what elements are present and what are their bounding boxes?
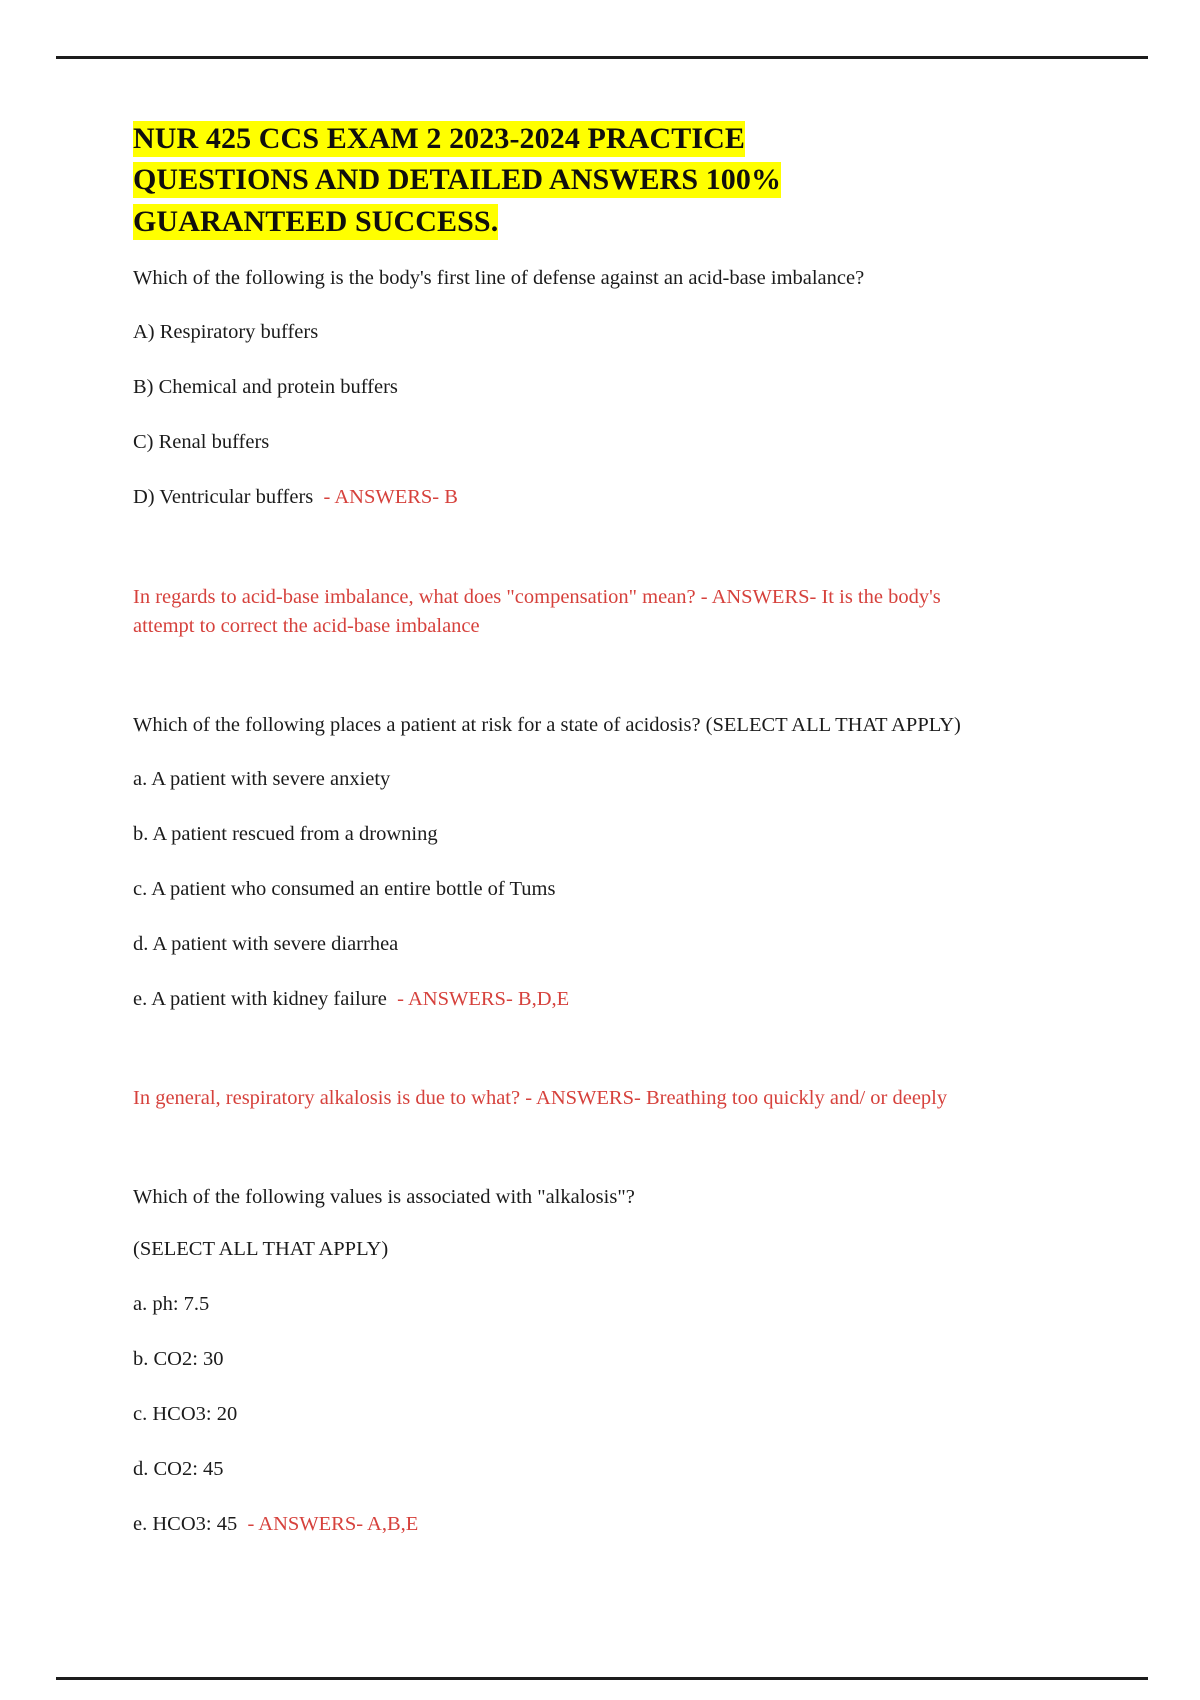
question-3-option-d: d. A patient with severe diarrhea bbox=[133, 932, 399, 955]
question-3-option-c: c. A patient who consumed an entire bottle of Tums bbox=[133, 877, 556, 900]
page-bottom-rule bbox=[56, 1677, 1148, 1680]
question-3-option-e-text: e. A patient with kidney failure bbox=[133, 987, 387, 1010]
question-5-option-d: d. CO2: 45 bbox=[133, 1457, 224, 1480]
question-1-option-d-text: D) Ventricular buffers bbox=[133, 485, 314, 508]
question-3-option-a: a. A patient with severe anxiety bbox=[133, 768, 391, 791]
section-spacer-1 bbox=[133, 539, 1053, 583]
question-1-option-b: B) Chemical and protein buffers bbox=[133, 376, 398, 399]
question-5-option-e-text: e. HCO3: 45 bbox=[133, 1512, 238, 1535]
question-5-stem-line-1: Which of the following values is associated with "alkalosis"? bbox=[133, 1185, 635, 1208]
question-3-stem: Which of the following places a patient at risk for a state of acidosis? (SELECT ALL THAT APPLY) bbox=[133, 714, 961, 736]
document-body bbox=[133, 118, 1053, 1566]
question-3-option-b: b. A patient rescued from a drowning bbox=[133, 822, 438, 845]
question-2-with-answer: In regards to acid-base imbalance, what does "compensation" mean? - ANSWERS- It is the body's attempt to correct the acid-base imbalance bbox=[133, 585, 941, 637]
question-1-stem: Which of the following is the body's first line of defense against an acid-base imbalance? bbox=[133, 267, 865, 290]
question-1-answer: - ANSWERS- B bbox=[323, 485, 458, 508]
question-3-answer: - ANSWERS- B,D,E bbox=[397, 987, 570, 1010]
question-5-option-b: b. CO2: 30 bbox=[133, 1348, 224, 1371]
title-line-1: NUR 425 CCS EXAM 2 2023-2024 PRACTICE bbox=[133, 122, 746, 155]
question-1-option-a: A) Respiratory buffers bbox=[133, 321, 319, 344]
question-5-stem-line-2: (SELECT ALL THAT APPLY) bbox=[133, 1238, 389, 1261]
question-5-option-c: c. HCO3: 20 bbox=[133, 1403, 238, 1426]
question-5-answer: - ANSWERS- A,B,E bbox=[247, 1512, 419, 1535]
section-spacer-2 bbox=[133, 667, 1053, 711]
title-line-3: GUARANTEED SUCCESS. bbox=[133, 204, 499, 238]
section-spacer-4 bbox=[133, 1140, 1053, 1184]
question-1-option-c: C) Renal buffers bbox=[133, 431, 270, 454]
page-top-rule bbox=[56, 56, 1148, 59]
title-line-2: QUESTIONS AND DETAILED ANSWERS 100% bbox=[133, 163, 782, 197]
question-3-option-e bbox=[133, 986, 1053, 1014]
question-4-with-answer: In general, respiratory alkalosis is due to what? - ANSWERS- Breathing too quickly and/ or deeply bbox=[133, 1087, 948, 1110]
section-spacer-3 bbox=[133, 1040, 1053, 1084]
question-5-option-e bbox=[133, 1511, 1053, 1539]
question-1-option-d bbox=[133, 484, 1053, 512]
page-title bbox=[133, 118, 893, 242]
question-5-option-a: a. ph: 7.5 bbox=[133, 1293, 210, 1316]
